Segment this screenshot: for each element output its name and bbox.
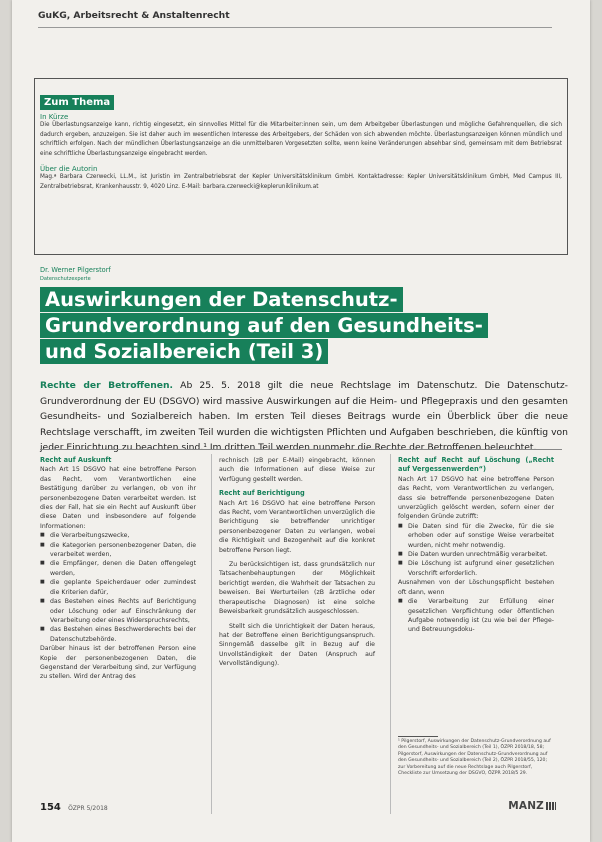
page-footer [40,802,108,813]
about-author-text: Mag.ª Barbara Czerwecki, LL.M., ist Juristin im Zentralbetriebsrat der Kepler Universitätsklinikum GmbH. Kontaktadresse: Kepler Universitätsklinikum GmbH, Med Campus III, Zentralbetriebsrat, Krankenhausstr. 9, 4020 Linz. E-Mail: barbara.czerwecki@kepleruniklinikum.at [40,174,562,190]
paragraph: rechnisch (zB per E-Mail) eingebracht, können auch die Informationen auf diese Weise zur Verfügung gestellt werden. [219,457,375,483]
list-item: ■ Die Daten wurden unrechtmäßig verarbeitet. [398,550,554,559]
paragraph: Nach Art 17 DSGVO hat eine betroffene Person das Recht, vom Verantwortlichen zu verlangen, dass sie betreffende personenbezogene Daten unverzüglich gelöscht werden, sofern einer der folgenden Gründe zutrifft: [398,475,554,521]
bullet-list [398,597,554,635]
page-number: 154 [40,802,61,813]
lead-rule [40,449,562,450]
publisher-logo [508,800,556,812]
paragraph: Zu berücksichtigen ist, dass grundsätzlich nur Tatsachenbehauptungen der Möglichkeit berichtigt werden, die Wahrheit der Tatsachen zu beweisen. Bei Werturteilen (zB ärztliche oder therapeutische Diagnosen) ist eine solche Beweisbarkeit grundsätzlich ausgeschlossen. [219,561,375,616]
paragraph: Nach Art 16 DSGVO hat eine betroffene Person das Recht, vom Verantwortlichen unverzüglich die Berichtigung sie betreffender unrichtiger personenbezogener Daten zu verlangen, wobei die Richtigkeit und Bezogenheit auf die konkret betroffene Person liegt. [219,499,375,554]
list-item: ■ Die Daten sind für die Zwecke, für die sie erhoben oder auf sonstige Weise verarbeitet wurden, nicht mehr notwendig. [398,522,554,550]
author-role: Datenschutzexperte [40,276,91,282]
section-heading-loeschung: Recht auf Recht auf Löschung („Recht auf Vergessenwerden“) [398,456,554,474]
lead-heading: Rechte der Betroffenen. [40,380,174,391]
column-separator [211,454,212,814]
box-frame-right [567,78,568,254]
list-item: ■ die Verarbeitungszwecke, [40,531,196,540]
bullet-list [398,522,554,578]
list-item: ■ die Kategorien personenbezogener Daten, die verarbeitet werden, [40,541,196,560]
list-item: ■ die geplante Speicherdauer oder zumindest die Kriterien dafür, [40,578,196,597]
bullet-list [40,531,196,644]
publisher-name: MANZ [508,800,544,812]
in-brief-heading: In Kürze [40,113,69,121]
paragraph: Ausnahmen von der Löschungspflicht bestehen oft dann, wenn [398,579,554,596]
running-header: GuKG, Arbeitsrecht & Anstaltenrecht [38,10,230,21]
title-line: Auswirkungen der Datenschutz- [40,287,403,312]
list-item: ■ das Bestehen eines Rechts auf Berichtigung oder Löschung oder auf Einschränkung der Verarbeitung oder eines Widerspruchsrechts, [40,597,196,625]
lead-text: Ab 25. 5. 2018 gilt die neue Rechtslage im Datenschutz. Die Datenschutz-Grundverordnung der EU (DSGVO) wird massive Auswirkungen auf die Heim- und Pflegepraxis und den gesamten Gesundheits- und Sozialbereich haben. Im ersten Teil dieses Beitrags wurde ein Überblick über die neue Rechtslage verschafft, im zweiten Teil wurden die wichtigsten Pflichten und Aufgaben beschrieben, die künftig von jeder Einrichtung zu beachten sind.¹ Im dritten Teil werden nunmehr die Rechte der Betroffenen beleuchtet. [40,380,568,454]
box-frame-left [34,78,35,254]
in-brief-text: Die Überlastungsanzeige kann, richtig eingesetzt, ein sinnvolles Mittel für die Mitarbeiter:innen sein, um dem Arbeitgeber Überlastungen und mögliche Gefahrenquellen, die sich dadurch ergeben, anzuzeigen. Sie ist daher auch im wesentlichen Interesse des Arbeitgebers, der Schäden von sich abwenden möchte. Überlastungsanzeigen können mündlich und schriftlich erfolgen. Nach der mündlichen Überlastungsanzeige an die unmittelbaren Vorgesetzten sollte, wenn keine Veränderungen absehbar sind, gemeinsam mit dem Betriebsrat eine schriftliche Überlastungsanzeige eingebracht werden. [40,122,562,157]
section-heading-berichtigung: Recht auf Berichtigung [219,489,305,498]
list-item: ■ das Bestehen eines Beschwerderechts bei der Datenschutzbehörde. [40,625,196,644]
lead-paragraph [40,378,568,456]
column-2 [219,456,375,669]
article-title [40,287,483,365]
column-separator [390,454,391,814]
publisher-mark-icon [546,802,556,810]
page [12,0,590,842]
topic-box [40,90,562,240]
paragraph: Stellt sich die Unrichtigkeit der Daten heraus, hat der Betroffene einen Berichtigungsanspruch. Sinngemäß dasselbe gilt in Bezug auf die Unvollständigkeit der Daten (Anspruch auf Vervollständigung). [219,622,375,668]
footnote: ¹ Pilgerstorf, Auswirkungen der Datenschutz-Grundverordnung auf den Gesundheits- und Sozialbereich (Teil 1), ÖZPR 2018/18, 58; Pilgerstorf, Auswirkungen der Datenschutz-Grundverordnung auf den Gesundheits- und Sozialbereich (Teil 2), ÖZPR 2018/55, 120; zur Vorbereitung auf die neue Rechtslage auch Pilgerstorf, Checkliste zur Umsetzung der DSGVO, ÖZPR 2018/5 29. [398,739,551,777]
about-author-heading: Über die Autorin [40,165,98,174]
column-1 [40,456,196,682]
list-item: ■ die Verarbeitung zur Erfüllung einer gesetzlichen Verpflichtung oder öffentlichen Aufgabe notwendig ist (zu wie bei der Pflege- und Betreuungsdoku- [398,597,554,635]
title-line: und Sozialbereich (Teil 3) [40,339,328,364]
title-line: Grundverordnung auf den Gesundheits- [40,313,488,338]
column-3 [398,456,554,635]
list-item: ■ Die Löschung ist aufgrund einer gesetzlichen Vorschrift erforderlich. [398,559,554,578]
header-rule [38,27,552,28]
footnote-rule [398,736,438,737]
author-name: Dr. Werner Pilgerstorf [40,266,111,274]
box-frame-top [34,78,568,79]
paragraph: Nach Art 15 DSGVO hat eine betroffene Person das Recht, vom Verantwortlichen eine Bestätigung darüber zu verlangen, ob von ihr personenbezogene Daten verarbeitet werden. Ist dies der Fall, hat sie ein Recht auf Auskunft über diese Daten und insbesondere auf folgende Informationen: [40,466,196,530]
topic-badge: Zum Thema [40,95,114,110]
list-item: ■ die Empfänger, denen die Daten offengelegt werden, [40,559,196,578]
issue-label: ÖZPR 5/2018 [68,805,108,812]
box-frame-bottom [34,254,568,255]
section-heading-auskunft: Recht auf Auskunft [40,456,112,464]
paragraph: Darüber hinaus ist der betroffenen Person eine Kopie der personenbezogenen Daten, die Gegenstand der Verarbeitung sind, zur Verfügung zu stellen. Wird der Antrag des [40,645,196,681]
